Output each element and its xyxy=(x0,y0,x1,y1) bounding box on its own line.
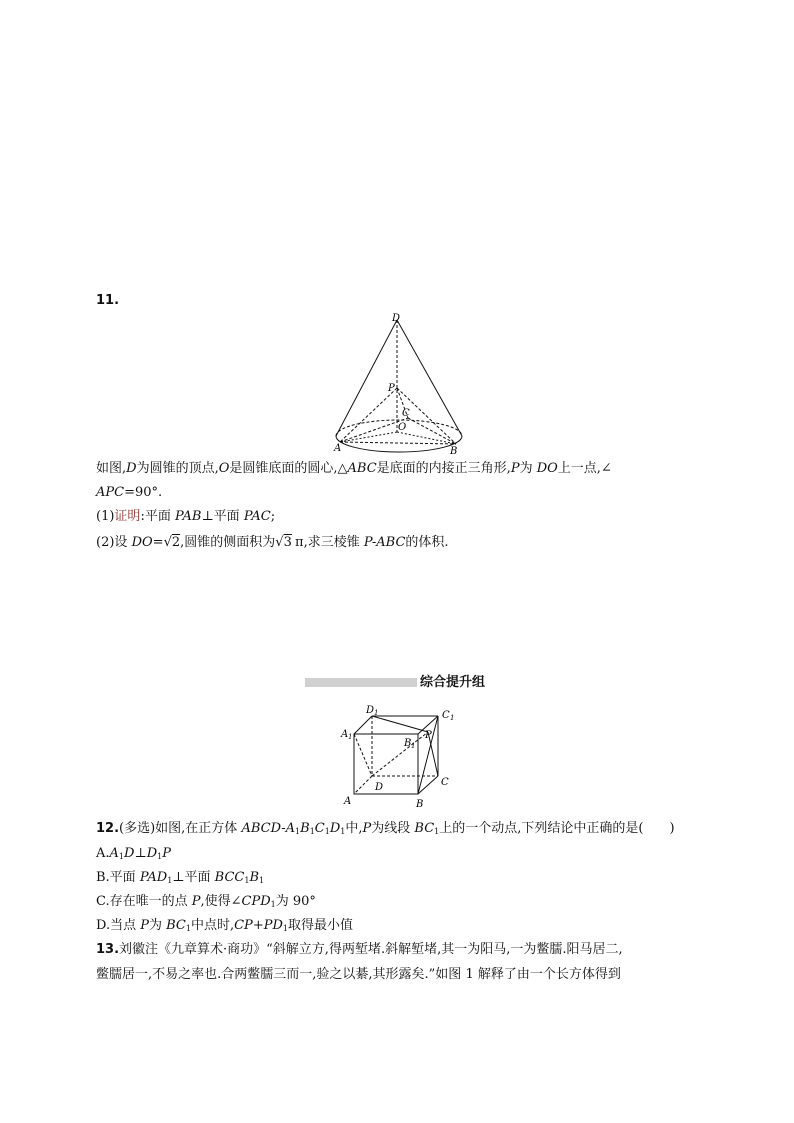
cube-figure xyxy=(338,700,464,812)
question-12-stem: 12.(多选)如图,在正方体 ABCD-$A_1B_1C_1D_1$中,P为线段 $BC_1$上的一个动点,下列结论中正确的是( ) xyxy=(96,821,675,836)
proof-label: 证明 xyxy=(114,509,141,524)
cube-label-B: B xyxy=(416,799,424,810)
question-13-line1: 13.刘徽注《九章算术·商功》“斜解立方,得两堑堵.斜解堑堵,其一为阳马,一为鳖臑.阳马居二, xyxy=(96,942,623,957)
question-12-option-b: B.平面 $PAD_1\perp$平面 $BCC_1B_1$ xyxy=(96,870,265,885)
question-12-option-d: D.当点 P为 $BC_1$中点时$,CP+PD_1$取得最小值 xyxy=(96,918,353,933)
cone-label-P: P xyxy=(388,383,395,394)
question-12-option-a: $A.A_1D\perp D_1P$ xyxy=(96,846,171,861)
cube-label-A: A xyxy=(344,796,352,807)
cube-label-P: P xyxy=(425,730,432,741)
cone-label-B: B xyxy=(450,446,458,457)
question-11-stem-line1: 如图,D为圆锥的顶点,O是圆锥底面的圆心,△ABC是底面的内接正三角形,P为 DO上一点,∠ xyxy=(96,461,612,476)
cube-label-C1: C xyxy=(442,710,450,721)
question-12-number: 12. xyxy=(96,821,120,836)
section-title: 综合提升组 xyxy=(420,675,486,690)
cube-label-A1-sub: 1 xyxy=(348,733,353,741)
cone-figure xyxy=(330,308,470,458)
question-13-line2: 鳖臑居一,不易之率也.合两鳖臑三而一,验之以綦,其形露矣.”如图 1 解释了由一个长方体得到 xyxy=(96,967,621,982)
question-11-part2: (2)设 DO=√2,圆锥的侧面积为√3 π,求三棱锥 P-ABC的体积. xyxy=(96,535,449,550)
section-header-bar xyxy=(305,678,417,687)
cube-label-D: D xyxy=(375,782,384,793)
cube-label-D1: D xyxy=(366,705,375,716)
question-11-stem-line2: APC=90°. xyxy=(96,485,163,500)
question-11-number: 11. xyxy=(96,293,120,308)
cube-label-C1-sub: 1 xyxy=(450,714,455,722)
cube-label-B1: B xyxy=(404,738,412,749)
cube-label-B1-sub: 1 xyxy=(411,742,416,750)
question-12-option-c: C.存在唯一的点 P,使得$\angle CPD_1$为 90° xyxy=(96,894,316,909)
cube-label-A1: A xyxy=(341,729,349,740)
question-13-number: 13. xyxy=(96,942,120,957)
cone-label-A: A xyxy=(334,443,342,454)
cube-label-C: C xyxy=(441,777,449,788)
cone-label-O: O xyxy=(398,422,407,433)
cube-label-D1-sub: 1 xyxy=(374,709,379,717)
cone-label-D: D xyxy=(392,313,401,324)
cone-label-C: C xyxy=(402,408,410,419)
question-11-part1: (1)证明:平面 PAB⊥平面 PAC; xyxy=(96,509,276,524)
